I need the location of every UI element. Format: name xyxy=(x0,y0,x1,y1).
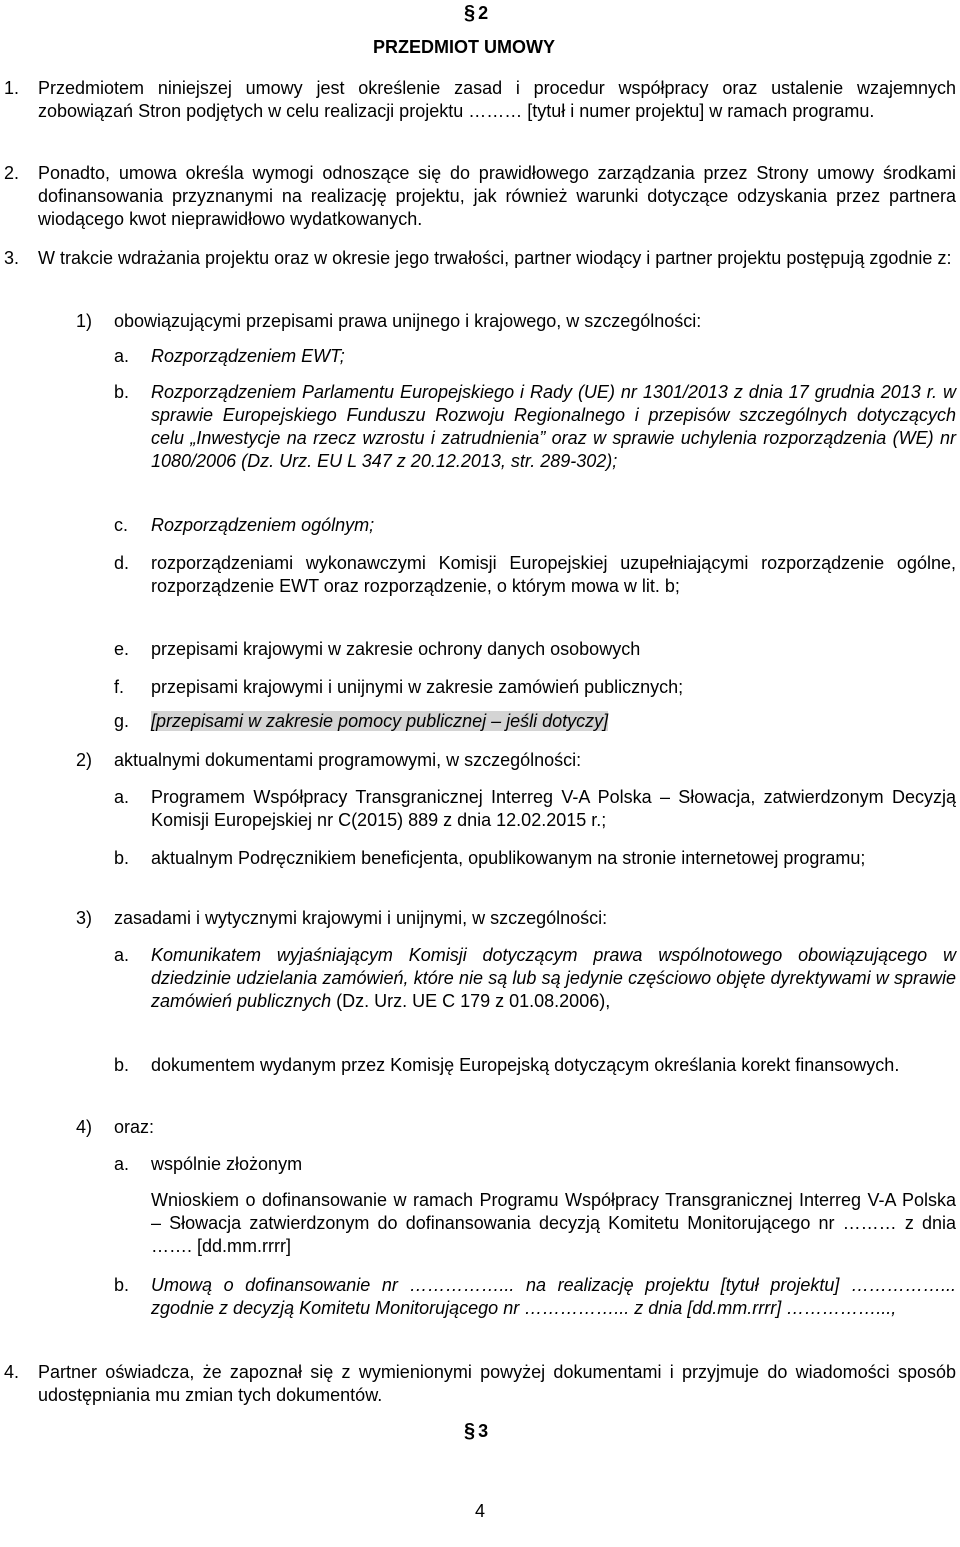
list-item-2: aktualnymi dokumentami programowymi, w szczególności: xyxy=(114,750,582,770)
sublist-item-1g xyxy=(151,710,956,733)
section-sign: § xyxy=(464,1420,476,1442)
sublist-item-4a-detail: Wnioskiem o dofinansowanie w ramach Programu Współpracy Transgranicznej Interreg V-A Polska – Słowacja zatwierdzonym do dofinansowania decyzją Komitetu Monitorującego nr ……… z dnia ……. [dd.mm.rrrr] xyxy=(151,1190,956,1256)
sublist-letter-1a: a. xyxy=(114,346,130,366)
section-heading-3 xyxy=(464,1420,488,1443)
list-number-2: 2) xyxy=(76,750,93,770)
sublist-item-1c: Rozporządzeniem ogólnym; xyxy=(151,515,375,535)
sublist-item-3a xyxy=(151,944,956,1013)
sublist-letter-1b: b. xyxy=(114,382,130,402)
paragraph-number-2: 2. xyxy=(4,163,20,183)
section-sign: § xyxy=(464,2,476,24)
sublist-letter-3a: a. xyxy=(114,945,130,965)
sublist-item-1b: Rozporządzeniem Parlamentu Europejskiego i Rady (UE) nr 1301/2013 z dnia 17 grudnia 2013 r. w sprawie Europejskiego Funduszu Rozwoju Regionalnego i przepisów szczególnych dotyczących celu „Inwestycje na rzecz wzrostu i zatrudnienia” oraz w sprawie uchylenia rozporządzenia (WE) nr 1080/2006 (Dz. Urz. EU L 347 z 20.12.2013, str. 289-302); xyxy=(151,382,956,471)
sublist-letter-4a: a. xyxy=(114,1154,130,1174)
sublist-item-3a-title: Komunikatem wyjaśniającym Komisji dotyczącym prawa wspólnotowego obowiązującego w dziedzinie udzielania zamówień, które nie są lub są jedynie częściowo objęte dyrektywami w sprawie zamówień publicznych xyxy=(151,945,956,1011)
list-item-1: obowiązującymi przepisami prawa unijnego i krajowego, w szczególności: xyxy=(114,311,702,331)
sublist-letter-1e: e. xyxy=(114,639,130,659)
section-number: 3 xyxy=(478,1421,489,1441)
sublist-item-1a: Rozporządzeniem EWT; xyxy=(151,346,345,366)
list-number-4: 4) xyxy=(76,1117,93,1137)
sublist-letter-2b: b. xyxy=(114,848,130,868)
paragraph-number-4: 4. xyxy=(4,1362,20,1382)
sublist-item-3b: dokumentem wydanym przez Komisję Europejską dotyczącym określania korekt finansowych. xyxy=(151,1055,900,1075)
sublist-item-2a: Programem Współpracy Transgranicznej Interreg V-A Polska – Słowacja, zatwierdzonym Decyzją Komisji Europejskiej nr C(2015) 889 z dnia 12.02.2015 r.; xyxy=(151,787,956,830)
section-number: 2 xyxy=(478,3,489,23)
sublist-letter-1g: g. xyxy=(114,711,130,731)
list-item-4: oraz: xyxy=(114,1117,155,1137)
page-number: 4 xyxy=(474,1501,485,1521)
sublist-item-1e: przepisami krajowymi w zakresie ochrony danych osobowych xyxy=(151,639,641,659)
sublist-letter-1c: c. xyxy=(114,515,129,535)
section-heading-2 xyxy=(464,2,488,25)
sublist-letter-1d: d. xyxy=(114,553,130,573)
paragraph-number-3: 3. xyxy=(4,248,20,268)
sublist-item-4b: Umową o dofinansowanie nr ……………... na realizację projektu [tytuł projektu] ……………... zgodnie z decyzją Komitetu Monitorującego nr ……………... z dnia [dd.mm.rrrr] ……………..., xyxy=(151,1275,956,1318)
sublist-item-1d: rozporządzeniami wykonawczymi Komisji Europejskiej uzupełniającymi rozporządzenie ogólne, rozporządzenie EWT oraz rozporządzenie, o którym mowa w lit. b; xyxy=(151,553,956,596)
sublist-item-4a: wspólnie złożonym xyxy=(151,1154,303,1174)
sublist-item-2b: aktualnym Podręcznikiem beneficjenta, opublikowanym na stronie internetowej programu; xyxy=(151,848,866,868)
sublist-letter-4b: b. xyxy=(114,1275,130,1295)
sublist-letter-3b: b. xyxy=(114,1055,130,1075)
sublist-letter-1f: f. xyxy=(114,677,125,697)
sublist-item-3a-citation: (Dz. Urz. UE C 179 z 01.08.2006), xyxy=(331,991,611,1011)
highlighted-placeholder: [przepisami w zakresie pomocy publicznej – jeśli dotyczy] xyxy=(151,711,609,731)
paragraph-number-1: 1. xyxy=(4,78,20,98)
section-title: PRZEDMIOT UMOWY xyxy=(373,37,555,57)
list-number-3: 3) xyxy=(76,908,93,928)
paragraph-2: Ponadto, umowa określa wymogi odnoszące się do prawidłowego zarządzania przez Strony umowy środkami dofinansowania przyznanymi na realizację projektu, jak również warunki dotyczące odzyskania przez partnera wiodącego kwot nieprawidłowo wydatkowanych. xyxy=(38,163,956,229)
list-number-1: 1) xyxy=(76,311,93,331)
paragraph-4: Partner oświadcza, że zapoznał się z wymienionymi powyżej dokumentami i przyjmuje do wiadomości sposób udostępniania mu zmian tych dokumentów. xyxy=(38,1362,956,1405)
sublist-item-1f: przepisami krajowymi i unijnymi w zakresie zamówień publicznych; xyxy=(151,677,684,697)
list-item-3: zasadami i wytycznymi krajowymi i unijnymi, w szczególności: xyxy=(114,908,608,928)
paragraph-1: Przedmiotem niniejszej umowy jest określenie zasad i procedur współpracy oraz ustalenie wzajemnych zobowiązań Stron podjętych w celu realizacji projektu ……… [tytuł i numer projektu] w ramach programu. xyxy=(38,78,956,121)
paragraph-3: W trakcie wdrażania projektu oraz w okresie jego trwałości, partner wiodący i partner projektu postępują zgodnie z: xyxy=(38,248,952,268)
sublist-letter-2a: a. xyxy=(114,787,130,807)
